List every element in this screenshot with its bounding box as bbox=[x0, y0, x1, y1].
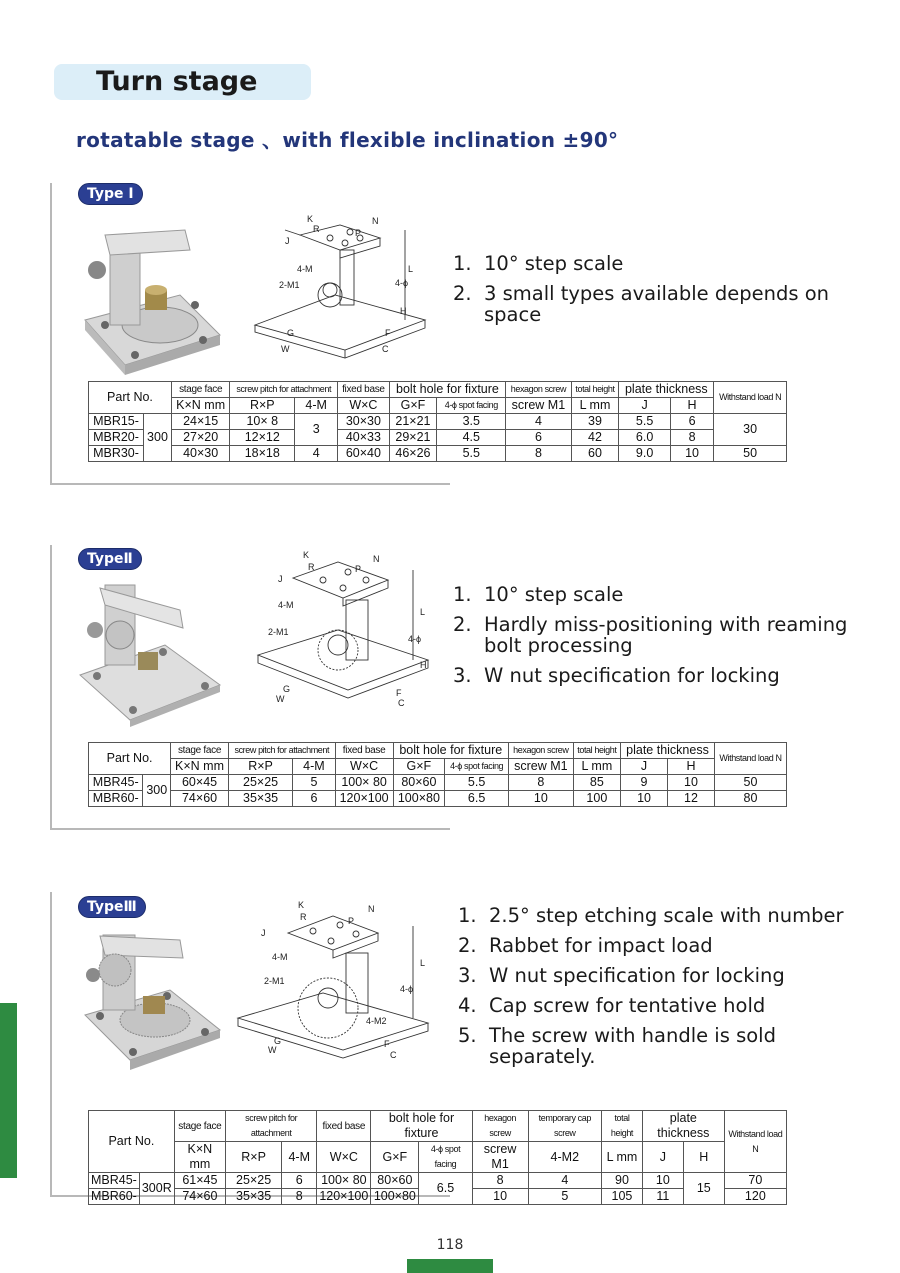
header-cell: Part No. bbox=[89, 382, 172, 414]
header-cell: J bbox=[642, 1142, 683, 1173]
header-cell: bolt hole for fixture bbox=[389, 382, 506, 398]
table-cell: 10× 8 bbox=[230, 414, 295, 430]
table-cell: 4 bbox=[528, 1173, 601, 1189]
dim-label: C bbox=[390, 1050, 397, 1060]
header-cell: R×P bbox=[230, 398, 295, 414]
header-cell: L mm bbox=[573, 759, 620, 775]
table-cell: 6.5 bbox=[419, 1173, 472, 1205]
table-cell: 100 bbox=[573, 791, 620, 807]
dim-label: 4-ϕ bbox=[395, 278, 409, 288]
header-cell: hexagon screw bbox=[506, 382, 571, 398]
table-cell: 300 bbox=[144, 414, 172, 462]
type3-product-photo bbox=[75, 930, 225, 1080]
dim-label: K bbox=[303, 550, 310, 560]
header-cell: Part No. bbox=[89, 743, 171, 775]
header-cell: 4-M bbox=[293, 759, 336, 775]
header-cell: G×F bbox=[393, 759, 445, 775]
page-number-bar bbox=[407, 1259, 493, 1273]
dim-label: 2-M1 bbox=[264, 976, 285, 986]
table-cell: 15 bbox=[683, 1173, 724, 1205]
header-cell: fixed base bbox=[338, 382, 389, 398]
dim-label: J bbox=[261, 928, 266, 938]
table-cell: 10 bbox=[472, 1189, 528, 1205]
dim-label: 4-M bbox=[272, 952, 288, 962]
table-cell: MBR20- bbox=[89, 430, 144, 446]
table-cell: 10 bbox=[509, 791, 574, 807]
header-cell: W×C bbox=[335, 759, 393, 775]
header-cell: hexagon screw bbox=[509, 743, 574, 759]
type3-spec-table bbox=[88, 1110, 787, 1205]
dim-label: H bbox=[420, 660, 427, 670]
header-cell: Withstand load N bbox=[724, 1111, 786, 1173]
table-cell: 85 bbox=[573, 775, 620, 791]
table-cell: 12×12 bbox=[230, 430, 295, 446]
feature-text: 10° step scale bbox=[484, 583, 624, 606]
table-cell: 10 bbox=[668, 775, 715, 791]
header-cell: K×N mm bbox=[174, 1142, 225, 1173]
header-cell: 4-M bbox=[295, 398, 338, 414]
dim-label: 4-M bbox=[297, 264, 313, 274]
table-cell: 39 bbox=[571, 414, 619, 430]
dim-label: P bbox=[355, 228, 362, 238]
type1-spec-table bbox=[88, 381, 787, 462]
table-cell: 6 bbox=[293, 791, 336, 807]
type1-features bbox=[453, 253, 853, 334]
table-cell: 40×33 bbox=[338, 430, 389, 446]
dim-label: 2-M1 bbox=[279, 280, 300, 290]
table-cell: 35×35 bbox=[228, 791, 292, 807]
table-cell: 100×80 bbox=[371, 1189, 419, 1205]
table-cell: 10 bbox=[642, 1173, 683, 1189]
table-cell: 5 bbox=[528, 1189, 601, 1205]
header-cell: W×C bbox=[317, 1142, 371, 1173]
header-cell: screw M1 bbox=[506, 398, 571, 414]
header-cell: J bbox=[619, 398, 670, 414]
table-cell: MBR60- bbox=[89, 791, 143, 807]
header-cell: K×N mm bbox=[171, 759, 229, 775]
feature-text: Cap screw for tentative hold bbox=[489, 994, 766, 1017]
dim-label: C bbox=[398, 698, 405, 708]
table-cell: 24×15 bbox=[171, 414, 229, 430]
dim-label: C bbox=[382, 344, 389, 354]
table-cell: 100× 80 bbox=[317, 1173, 371, 1189]
table-cell: 4 bbox=[506, 414, 571, 430]
type2-dimension-drawing bbox=[238, 550, 438, 715]
table-cell: 6 bbox=[282, 1173, 317, 1189]
header-cell: 4-ϕ spot facing bbox=[419, 1142, 472, 1173]
feature-number: 1. bbox=[458, 904, 477, 927]
header-cell: stage face bbox=[174, 1111, 225, 1142]
table-cell: 120×100 bbox=[317, 1189, 371, 1205]
table-cell: 60 bbox=[571, 446, 619, 462]
table-cell: 46×26 bbox=[389, 446, 437, 462]
dim-label: K bbox=[298, 900, 305, 910]
header-cell: H bbox=[670, 398, 713, 414]
table-cell: 70 bbox=[724, 1173, 786, 1189]
header-cell: R×P bbox=[226, 1142, 282, 1173]
table-cell: 35×35 bbox=[226, 1189, 282, 1205]
header-cell: fixed base bbox=[335, 743, 393, 759]
table-cell: 6 bbox=[506, 430, 571, 446]
feature-number: 2. bbox=[453, 613, 472, 636]
section-border bbox=[50, 892, 52, 1197]
header-cell: 4-ϕ spot facing bbox=[437, 398, 506, 414]
header-cell: Withstand load N bbox=[714, 382, 787, 414]
header-cell: Part No. bbox=[89, 1111, 175, 1173]
type2-badge: TypeⅡ bbox=[78, 548, 142, 570]
table-cell: 10 bbox=[670, 446, 713, 462]
dim-label: W bbox=[268, 1045, 277, 1055]
header-cell: bolt hole for fixture bbox=[371, 1111, 472, 1142]
table-cell: 9 bbox=[621, 775, 668, 791]
header-cell: L mm bbox=[602, 1142, 643, 1173]
type1-product-photo bbox=[75, 215, 225, 375]
dim-label: 4-M bbox=[278, 600, 294, 610]
header-cell: screw M1 bbox=[472, 1142, 528, 1173]
feature-item bbox=[458, 965, 878, 986]
dim-label: R bbox=[308, 562, 315, 572]
header-cell: H bbox=[668, 759, 715, 775]
dim-label: F bbox=[384, 1039, 390, 1049]
table-row bbox=[89, 775, 787, 791]
header-cell: G×F bbox=[371, 1142, 419, 1173]
table-cell: 18×18 bbox=[230, 446, 295, 462]
feature-text: W nut specification for locking bbox=[484, 664, 780, 687]
table-cell: 21×21 bbox=[389, 414, 437, 430]
dim-label: L bbox=[408, 264, 414, 274]
type1-badge: Type Ⅰ bbox=[78, 183, 143, 205]
header-cell: 4-M bbox=[282, 1142, 317, 1173]
dim-label: G bbox=[283, 684, 291, 694]
table-cell: 12 bbox=[668, 791, 715, 807]
section-underline bbox=[50, 483, 450, 485]
dim-label: R bbox=[300, 912, 307, 922]
header-cell: screw pitch for attachment bbox=[226, 1111, 317, 1142]
table-cell: 60×45 bbox=[171, 775, 229, 791]
table-row bbox=[89, 446, 787, 462]
table-cell: 29×21 bbox=[389, 430, 437, 446]
page-number: 118 bbox=[436, 1237, 464, 1253]
table-cell: 25×25 bbox=[226, 1173, 282, 1189]
header-cell: W×C bbox=[338, 398, 389, 414]
feature-number: 3. bbox=[458, 964, 477, 987]
table-cell: 74×60 bbox=[171, 791, 229, 807]
header-cell: J bbox=[621, 759, 668, 775]
dim-label: R bbox=[313, 224, 320, 234]
dim-label: N bbox=[372, 216, 379, 226]
feature-item bbox=[458, 935, 878, 956]
table-cell: 120×100 bbox=[335, 791, 393, 807]
dim-label: P bbox=[355, 564, 362, 574]
dim-label: 4-ϕ bbox=[400, 984, 414, 994]
table-cell: 4.5 bbox=[437, 430, 506, 446]
header-cell: stage face bbox=[171, 382, 229, 398]
feature-text: W nut specification for locking bbox=[489, 964, 785, 987]
table-cell: 300R bbox=[139, 1173, 174, 1205]
type2-product-photo bbox=[75, 580, 225, 730]
table-cell: 300 bbox=[143, 775, 171, 807]
table-cell: 5.5 bbox=[445, 775, 509, 791]
dim-label: 4-ϕ bbox=[408, 634, 422, 644]
table-cell: 25×25 bbox=[228, 775, 292, 791]
feature-number: 2. bbox=[453, 282, 472, 305]
dim-label: J bbox=[278, 574, 283, 584]
table-cell: 8 bbox=[509, 775, 574, 791]
table-cell: 60×40 bbox=[338, 446, 389, 462]
dim-label: 4-M2 bbox=[366, 1016, 387, 1026]
table-cell: 42 bbox=[571, 430, 619, 446]
header-cell: screw pitch for attachment bbox=[230, 382, 338, 398]
table-row bbox=[89, 414, 787, 430]
table-row bbox=[89, 1173, 787, 1189]
dim-label: 2-M1 bbox=[268, 627, 289, 637]
table-cell: 80 bbox=[714, 791, 786, 807]
dim-label: L bbox=[420, 607, 426, 617]
header-cell: fixed base bbox=[317, 1111, 371, 1142]
table-cell: 61×45 bbox=[174, 1173, 225, 1189]
feature-text: Hardly miss-positioning with reaming bolt processing bbox=[484, 613, 848, 657]
table-cell: 120 bbox=[724, 1189, 786, 1205]
header-cell: plate thickness bbox=[621, 743, 715, 759]
feature-item bbox=[453, 253, 853, 274]
table-cell: 5.5 bbox=[437, 446, 506, 462]
table-cell: 8 bbox=[670, 430, 713, 446]
table-cell: 11 bbox=[642, 1189, 683, 1205]
header-cell: bolt hole for fixture bbox=[393, 743, 509, 759]
page-title: Turn stage bbox=[96, 66, 258, 97]
feature-item bbox=[453, 665, 873, 686]
table-cell: 5 bbox=[293, 775, 336, 791]
dim-label: G bbox=[274, 1036, 282, 1046]
table-cell: 30×30 bbox=[338, 414, 389, 430]
section-border bbox=[50, 183, 52, 485]
dim-label: W bbox=[276, 694, 285, 704]
table-cell: 30 bbox=[714, 414, 787, 446]
feature-text: 3 small types available depends on space bbox=[484, 282, 830, 326]
dim-label: F bbox=[396, 688, 402, 698]
table-cell: 5.5 bbox=[619, 414, 670, 430]
feature-item bbox=[458, 1025, 878, 1067]
table-cell: 6.5 bbox=[445, 791, 509, 807]
header-cell: screw pitch for attachment bbox=[228, 743, 335, 759]
header-cell: 4-ϕ spot facing bbox=[445, 759, 509, 775]
feature-text: The screw with handle is sold separately. bbox=[489, 1024, 776, 1068]
dim-label: G bbox=[287, 328, 295, 338]
side-tab-marker bbox=[0, 1003, 17, 1178]
feature-item bbox=[458, 905, 878, 926]
table-cell: MBR15- bbox=[89, 414, 144, 430]
dim-label: H bbox=[400, 306, 407, 316]
dim-label: J bbox=[285, 236, 290, 246]
table-cell: 74×60 bbox=[174, 1189, 225, 1205]
feature-number: 4. bbox=[458, 994, 477, 1017]
type2-spec-table bbox=[88, 742, 787, 807]
table-row bbox=[89, 791, 787, 807]
feature-item bbox=[453, 584, 873, 605]
dim-label: N bbox=[368, 904, 375, 914]
feature-text: 2.5° step etching scale with number bbox=[489, 904, 844, 927]
table-cell: 105 bbox=[602, 1189, 643, 1205]
table-cell: 6.0 bbox=[619, 430, 670, 446]
table-cell: MBR60- bbox=[89, 1189, 140, 1205]
type3-features bbox=[458, 905, 878, 1076]
table-cell: 8 bbox=[472, 1173, 528, 1189]
table-cell: MBR45- bbox=[89, 775, 143, 791]
table-cell: 40×30 bbox=[171, 446, 229, 462]
feature-item bbox=[453, 614, 873, 656]
feature-number: 3. bbox=[453, 664, 472, 687]
header-cell: R×P bbox=[228, 759, 292, 775]
header-cell: 4-M2 bbox=[528, 1142, 601, 1173]
dim-label: P bbox=[348, 916, 355, 926]
header-cell: G×F bbox=[389, 398, 437, 414]
header-cell: L mm bbox=[571, 398, 619, 414]
header-cell: plate thickness bbox=[642, 1111, 724, 1142]
type3-dimension-drawing bbox=[228, 898, 438, 1073]
header-cell: hexagon screw bbox=[472, 1111, 528, 1142]
section-border bbox=[50, 545, 52, 830]
dim-label: L bbox=[420, 958, 426, 968]
header-cell: total height bbox=[573, 743, 620, 759]
table-cell: 80×60 bbox=[393, 775, 445, 791]
table-cell: 100× 80 bbox=[335, 775, 393, 791]
header-cell: H bbox=[683, 1142, 724, 1173]
table-cell: 80×60 bbox=[371, 1173, 419, 1189]
feature-number: 1. bbox=[453, 252, 472, 275]
header-cell: total height bbox=[571, 382, 619, 398]
header-cell: temporary cap screw bbox=[528, 1111, 601, 1142]
table-cell: 3 bbox=[295, 414, 338, 446]
dim-label: N bbox=[373, 554, 380, 564]
table-cell: 90 bbox=[602, 1173, 643, 1189]
table-cell: 3.5 bbox=[437, 414, 506, 430]
feature-item bbox=[458, 995, 878, 1016]
table-cell: 8 bbox=[282, 1189, 317, 1205]
table-cell: 10 bbox=[621, 791, 668, 807]
feature-number: 2. bbox=[458, 934, 477, 957]
header-cell: stage face bbox=[171, 743, 229, 759]
table-row bbox=[89, 430, 787, 446]
table-cell: 100×80 bbox=[393, 791, 445, 807]
dim-label: K bbox=[307, 214, 314, 224]
header-cell: K×N mm bbox=[171, 398, 229, 414]
table-cell: 50 bbox=[714, 446, 787, 462]
table-cell: 27×20 bbox=[171, 430, 229, 446]
table-cell: MBR30- bbox=[89, 446, 144, 462]
table-cell: 6 bbox=[670, 414, 713, 430]
page-subtitle: rotatable stage 、with flexible inclination ±90° bbox=[76, 128, 619, 152]
header-cell: Withstand load N bbox=[714, 743, 786, 775]
feature-text: Rabbet for impact load bbox=[489, 934, 713, 957]
table-cell: 8 bbox=[506, 446, 571, 462]
table-cell: 4 bbox=[295, 446, 338, 462]
type3-badge: TypeⅢ bbox=[78, 896, 146, 918]
header-cell: total height bbox=[602, 1111, 643, 1142]
section-underline bbox=[50, 828, 450, 830]
type1-dimension-drawing bbox=[245, 210, 435, 370]
header-cell: screw M1 bbox=[509, 759, 574, 775]
feature-number: 1. bbox=[453, 583, 472, 606]
feature-number: 5. bbox=[458, 1024, 477, 1047]
header-cell: plate thickness bbox=[619, 382, 714, 398]
type2-features bbox=[453, 584, 873, 695]
dim-label: W bbox=[281, 344, 290, 354]
dim-label: F bbox=[385, 328, 391, 338]
table-cell: MBR45- bbox=[89, 1173, 140, 1189]
table-cell: 50 bbox=[714, 775, 786, 791]
table-cell: 9.0 bbox=[619, 446, 670, 462]
feature-item bbox=[453, 283, 853, 325]
feature-text: 10° step scale bbox=[484, 252, 624, 275]
